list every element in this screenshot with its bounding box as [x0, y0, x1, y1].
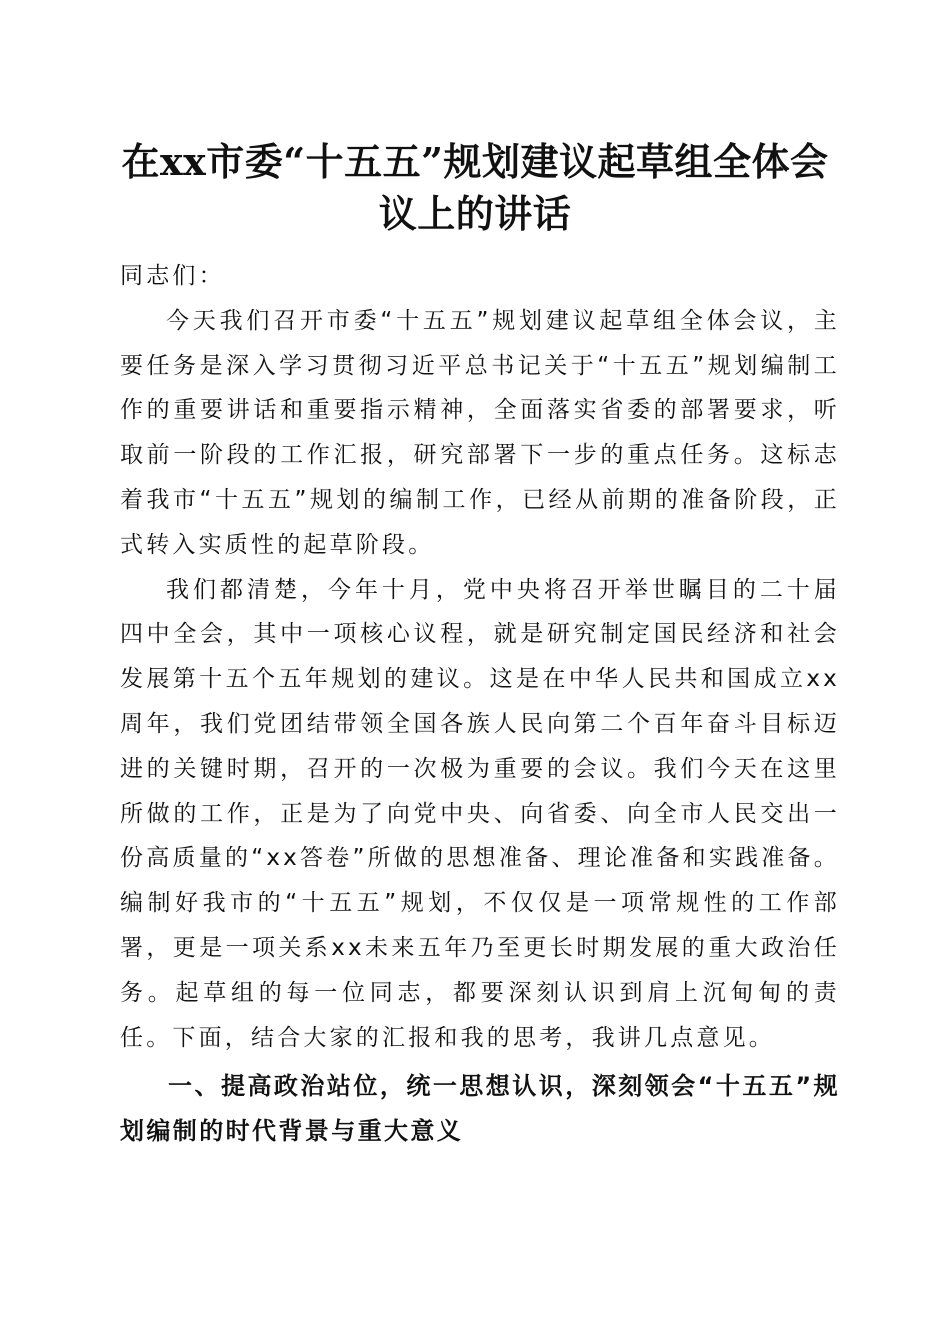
document-title [110, 136, 840, 240]
salutation: 同志们： [120, 263, 225, 289]
title-line-1: 在xx市委“十五五”规划建议起草组全体会 [121, 139, 829, 184]
title-line-2: 议上的讲话 [378, 191, 572, 236]
document-body [120, 254, 840, 1154]
section-heading-1: 一、提高政治站位，统一思想认识，深刻领会“十五五”规划编制的时代背景与重大意义 [120, 1072, 840, 1146]
paragraph-2: 我们都清楚，今年十月，党中央将召开举世瞩目的二十届四中全会，其中一项核心议程，就是研究制定国民经济和社会发展第十五个五年规划的建议。这是在中华人民共和国成立xx周年，我们党团结带领全国各族人民向第二个百年奋斗目标迈进的关键时期，召开的一次极为重要的会议。我们今天在这里所做的工作，正是为了向党中央、向省委、向全市人民交出一份高质量的“xx答卷”所做的思想准备、理论准备和实践准备。编制好我市的“十五五”规划，不仅仅是一项常规性的工作部署，更是一项关系xx未来五年乃至更长时期发展的重大政治任务。起草组的每一位同志，都要深刻认识到肩上沉甸甸的责任。下面，结合大家的汇报和我的思考，我讲几点意见。 [120, 576, 840, 1051]
paragraph-1: 今天我们召开市委“十五五”规划建议起草组全体会议，主要任务是深入学习贯彻习近平总书记关于“十五五”规划编制工作的重要讲话和重要指示精神，全面落实省委的部署要求，听取前一阶段的工作汇报，研究部署下一步的重点任务。这标志着我市“十五五”规划的编制工作，已经从前期的准备阶段，正式转入实质性的起草阶段。 [120, 307, 840, 558]
